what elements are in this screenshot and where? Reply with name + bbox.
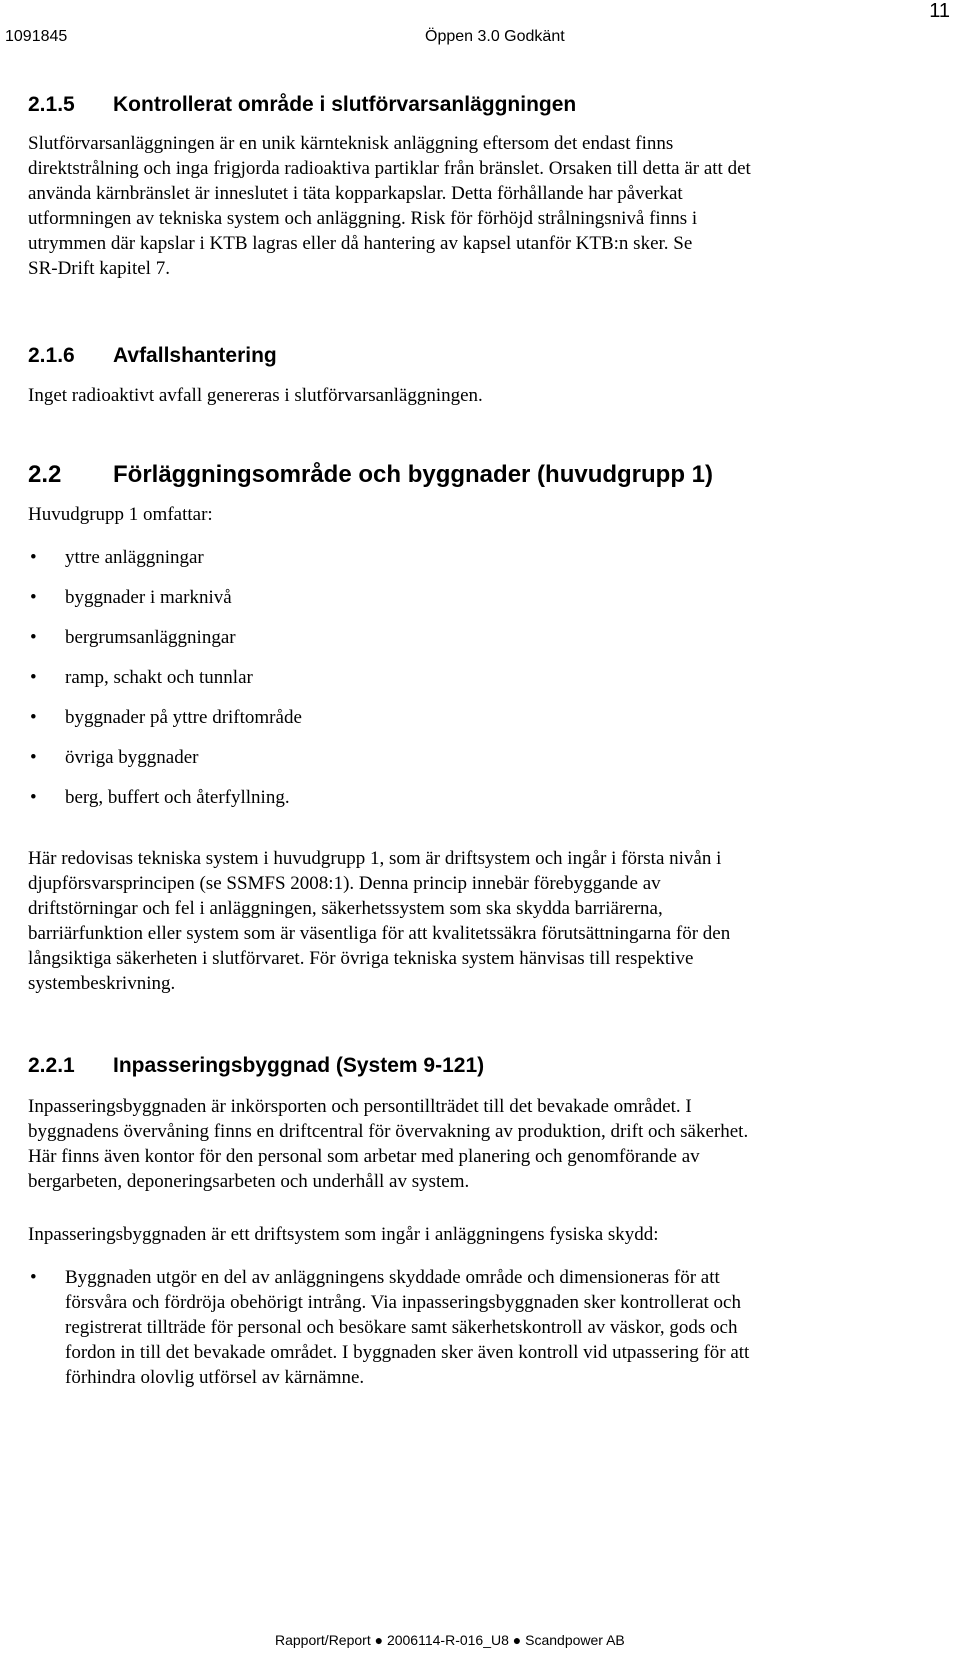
heading-title: Avfallshantering — [113, 344, 277, 367]
list-item-text: byggnader i marknivå — [65, 587, 232, 608]
bullet-list-main-group — [28, 545, 908, 825]
page-footer: Rapport/Report ● 2006114-R-016_U8 ● Scandpower AB — [275, 1632, 625, 1648]
page-number: 11 — [929, 0, 950, 22]
paragraph-2-2-1-a — [28, 1094, 908, 1194]
text-line: Inget radioaktivt avfall genereras i slutförvarsanläggningen. — [28, 385, 483, 406]
heading-title: Inpasseringsbyggnad (System 9-121) — [113, 1054, 485, 1077]
bullet-icon: • — [30, 547, 37, 568]
list-item-text: byggnader på yttre driftområde — [65, 707, 302, 728]
bullet-icon: • — [30, 667, 37, 688]
list-item-text: yttre anläggningar — [65, 547, 204, 568]
bullet-icon: • — [30, 707, 37, 728]
bullet-icon: • — [30, 627, 37, 648]
text-line: barriärfunktion eller system som är väsentliga för att kvalitetssäkra förutsättningarna för den — [28, 923, 731, 944]
list-item — [28, 665, 908, 705]
list-item-text: bergrumsanläggningar — [65, 627, 236, 648]
document-status: Öppen 3.0 Godkänt — [425, 28, 565, 45]
list-item — [28, 785, 908, 825]
list-item — [28, 585, 908, 625]
list-item — [28, 545, 908, 585]
text-line: Inpasseringsbyggnaden är ett driftsystem som ingår i anläggningens fysiska skydd: — [28, 1224, 659, 1245]
heading-title: Kontrollerat område i slutförvarsanläggningen — [113, 93, 577, 116]
text-line: driftstörningar och fel i anläggningen, säkerhetssystem som ska skydda barriärerna, — [28, 898, 663, 919]
paragraph-2-1-6 — [28, 383, 908, 408]
heading-2-1-5 — [28, 93, 576, 117]
text-line: Här finns även kontor för den personal som arbetar med planering och genomförande av — [28, 1146, 700, 1167]
list-item-text: Byggnaden utgör en del av anläggningens skyddade område och dimensioneras för att — [65, 1267, 720, 1288]
list-item-text: fordon in till det bevakade området. I byggnaden sker även kontroll vid utpassering för att — [65, 1342, 750, 1363]
heading-number: 2.1.6 — [28, 344, 75, 367]
bullet-list-physical-protection — [28, 1265, 908, 1390]
heading-2-1-6 — [28, 344, 277, 368]
list-item — [28, 1265, 908, 1390]
text-line: Inpasseringsbyggnaden är inkörsporten och persontillträdet till det bevakade området. I — [28, 1096, 692, 1117]
text-line: SR-Drift kapitel 7. — [28, 258, 170, 279]
list-item-text: berg, buffert och återfyllning. — [65, 787, 290, 808]
text-line: utrymmen där kapslar i KTB lagras eller då hantering av kapsel utanför KTB:n sker. Se — [28, 233, 693, 254]
text-line: direktstrålning och inga frigjorda radioaktiva partiklar från bränslet. Orsaken till detta är att det — [28, 158, 751, 179]
text-line: Slutförvarsanläggningen är en unik kärnteknisk anläggning eftersom det endast finns — [28, 133, 674, 154]
text-line: utformningen av tekniska system och anläggning. Risk för förhöjd strålningsnivå finns i — [28, 208, 698, 229]
list-item-text: övriga byggnader — [65, 747, 199, 768]
text-line: Här redovisas tekniska system i huvudgrupp 1, som är driftsystem och ingår i första nivån i — [28, 848, 722, 869]
bullet-icon: • — [30, 747, 37, 768]
text-line: använda kärnbränslet är inneslutet i täta kopparkapslar. Detta förhållande har påverkat — [28, 183, 683, 204]
document-id: 1091845 — [5, 28, 68, 45]
heading-title: Förläggningsområde och byggnader (huvudgrupp 1) — [113, 461, 714, 488]
heading-number: 2.2 — [28, 461, 62, 488]
list-item — [28, 625, 908, 665]
bullet-icon: • — [30, 1267, 37, 1288]
heading-2-2-1 — [28, 1054, 484, 1078]
text-line: djupförsvarsprincipen (se SSMFS 2008:1). Denna princip innebär förebyggande av — [28, 873, 661, 894]
paragraph-2-2-1-b — [28, 1222, 908, 1247]
heading-number: 2.2.1 — [28, 1054, 75, 1077]
list-item-text: försvåra och fördröja obehörigt intrång. Via inpasseringsbyggnaden sker kontrollerat och — [65, 1292, 741, 1313]
list-item-text: registrerat tillträde för personal och besökare samt säkerhetskontroll av väskor, gods och — [65, 1317, 738, 1338]
heading-2-2 — [28, 461, 713, 489]
text-line: Huvudgrupp 1 omfattar: — [28, 504, 213, 525]
list-item — [28, 705, 908, 745]
text-line: bergarbeten, deponeringsarbeten och underhåll av system. — [28, 1171, 470, 1192]
text-line: långsiktiga säkerheten i slutförvaret. För övriga tekniska system hänvisas till respektive — [28, 948, 694, 969]
bullet-icon: • — [30, 587, 37, 608]
text-line: byggnadens övervåning finns en driftcentral för övervakning av produktion, drift och säkerhet. — [28, 1121, 749, 1142]
paragraph-2-2 — [28, 846, 908, 996]
list-item-text: ramp, schakt och tunnlar — [65, 667, 253, 688]
heading-number: 2.1.5 — [28, 93, 75, 116]
text-line: systembeskrivning. — [28, 973, 176, 994]
list-item-text: förhindra olovlig utförsel av kärnämne. — [65, 1367, 365, 1388]
paragraph-2-1-5 — [28, 131, 908, 281]
intro-2-2 — [28, 502, 908, 527]
bullet-icon: • — [30, 787, 37, 808]
list-item — [28, 745, 908, 785]
